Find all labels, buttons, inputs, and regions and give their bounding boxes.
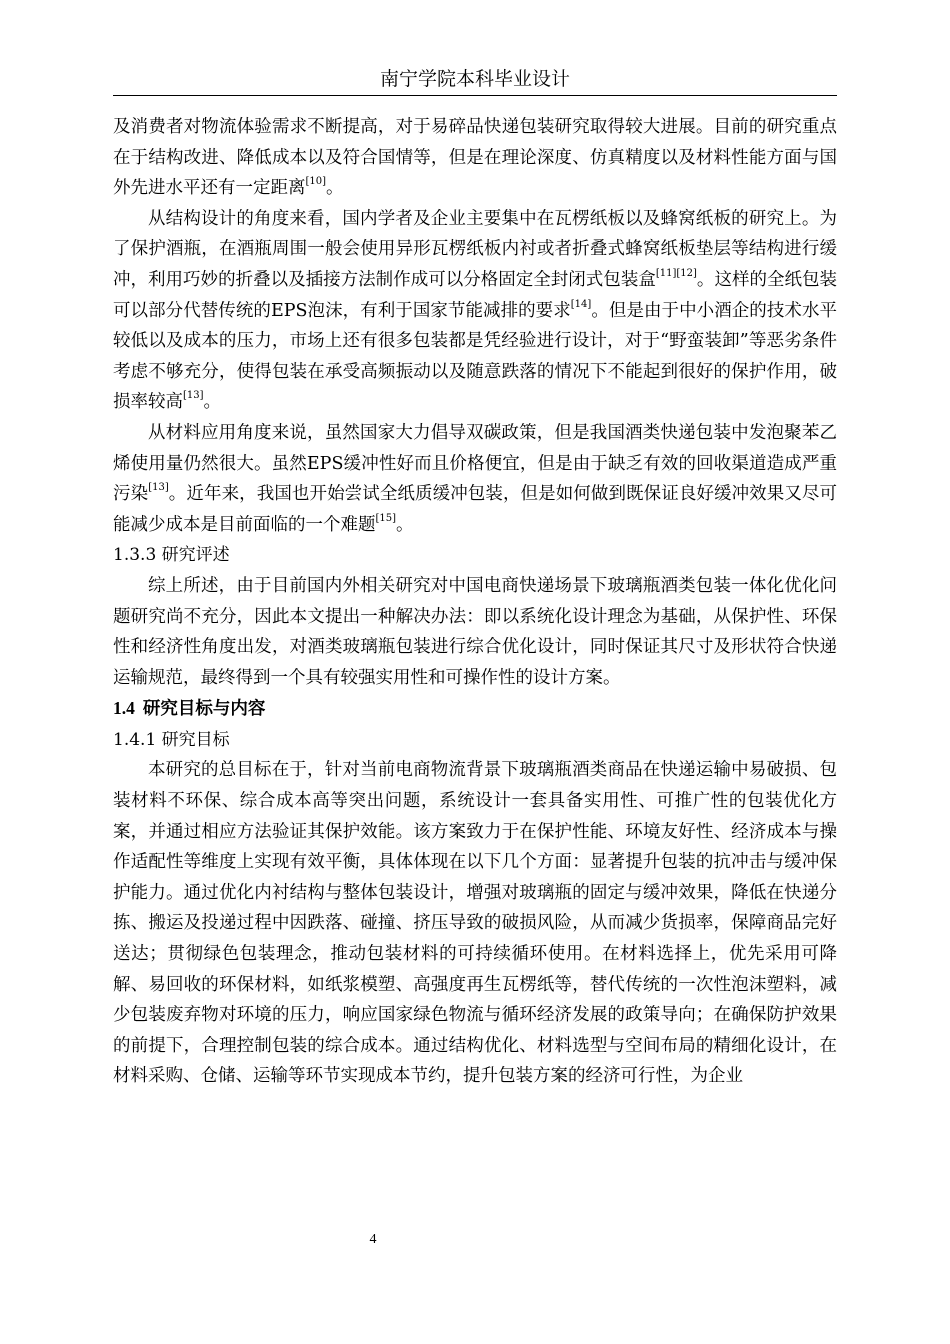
citation: [15] <box>375 512 397 524</box>
section-heading-1-4-1: 1.4.1 研究目标 <box>113 729 230 750</box>
paragraph-material-application: 从材料应用角度来说，虽然国家大力倡导双碳政策，但是我国酒类快递包装中发泡聚苯乙烯使用量仍然很大。虽然EPS缓冲性好而且价格便宜，但是由于缺乏有效的回收渠道造成严重污染[13]。近年来，我国也开始尝试全纸质缓冲包装，但是如何做到既保证良好缓冲效果又尽可能减少成本是目前面临的一个难题[15]。 <box>113 422 838 535</box>
section-heading-1-4: 1.4 研究目标与内容 <box>113 698 266 720</box>
paragraph-structure-design: 从结构设计的角度来看，国内学者及企业主要集中在瓦楞纸板以及蜂窝纸板的研究上。为了保护酒瓶，在酒瓶周围一般会使用异形瓦楞纸板内衬或者折叠式蜂窝纸板垫层等结构进行缓冲，利用巧妙的折叠以及插接方法制作成可以分格固定全封闭式包装盒[11][12]。这样的全纸包装可以部分代替传统的EPS泡沫，有利于国家节能减排的要求[14]。但是由于中小酒企的技术水平较低以及成本的压力，市场上还有很多包装都是凭经验进行设计，对于“野蛮装卸”等恶劣条件考虑不够充分，使得包装在承受高频振动以及随意跌落的情况下不能起到很好的保护作用，破损率较高[13]。 <box>113 208 838 413</box>
page-body <box>113 112 837 1092</box>
citation: [13] <box>148 482 169 494</box>
paragraph-research-goal: 本研究的总目标在于，针对当前电商物流背景下玻璃瓶酒类商品在快递运输中易破损、包装材料不环保、综合成本高等突出问题，系统设计一套具备实用性、可推广性的包装优化方案，并通过相应方法验证其保护效能。该方案致力于在保护性能、环境友好性、经济成本与操作适配性等维度上实现有效平衡，具体体现在以下几个方面：显著提升包装的抗冲击与缓冲保护能力。通过优化内衬结构与整体包装设计，增强对玻璃瓶的固定与缓冲效果，降低在快递分拣、搬运及投递过程中因跌落、碰撞、挤压导致的破损风险，从而减少货损率，保障商品完好送达；贯彻绿色包装理念，推动包装材料的可持续循环使用。在材料选择上，优先采用可降解、易回收的环保材料，如纸浆模塑、高强度再生瓦楞纸等，替代传统的一次性泡沫塑料，减少包装废弃物对环境的压力，响应国家绿色物流与循环经济发展的政策导向；在确保防护效果的前提下，合理控制包装的综合成本。通过结构优化、材料选型与空间布局的精细化设计，在材料采购、仓储、运输等环节实现成本节约，提升包装方案的经济可行性，为企业 <box>113 760 837 1087</box>
citation: [12] <box>676 267 697 279</box>
header-rule <box>113 95 837 96</box>
page-header: 南宁学院本科毕业设计 <box>379 68 570 90</box>
citation: [14] <box>570 298 592 310</box>
citation: [10] <box>305 176 327 188</box>
paragraph-continuation: 及消费者对物流体验需求不断提高，对于易碎品快递包装研究取得较大进展。目前的研究重点在于结构改进、降低成本以及符合国情等，但是在理论深度、仿真精度以及材料性能方面与国外先进水平还有一定距离[10]。 <box>113 117 837 199</box>
section-heading-1-3-3: 1.3.3 研究评述 <box>113 545 230 566</box>
paragraph-review: 综上所述，由于目前国内外相关研究对中国电商快递场景下玻璃瓶酒类包装一体化优化问题研究尚不充分，因此本文提出一种解决办法：即以系统化设计理念为基础，从保护性、环保性和经济性角度出发，对酒类玻璃瓶包装进行综合优化设计，同时保证其尺寸及形状符合快递运输规范，最终得到一个具有较强实用性和可操作性的设计方案。 <box>113 575 837 688</box>
citation: [11] <box>655 267 677 279</box>
page-number: 4 <box>369 1232 377 1247</box>
citation: [13] <box>183 390 204 402</box>
